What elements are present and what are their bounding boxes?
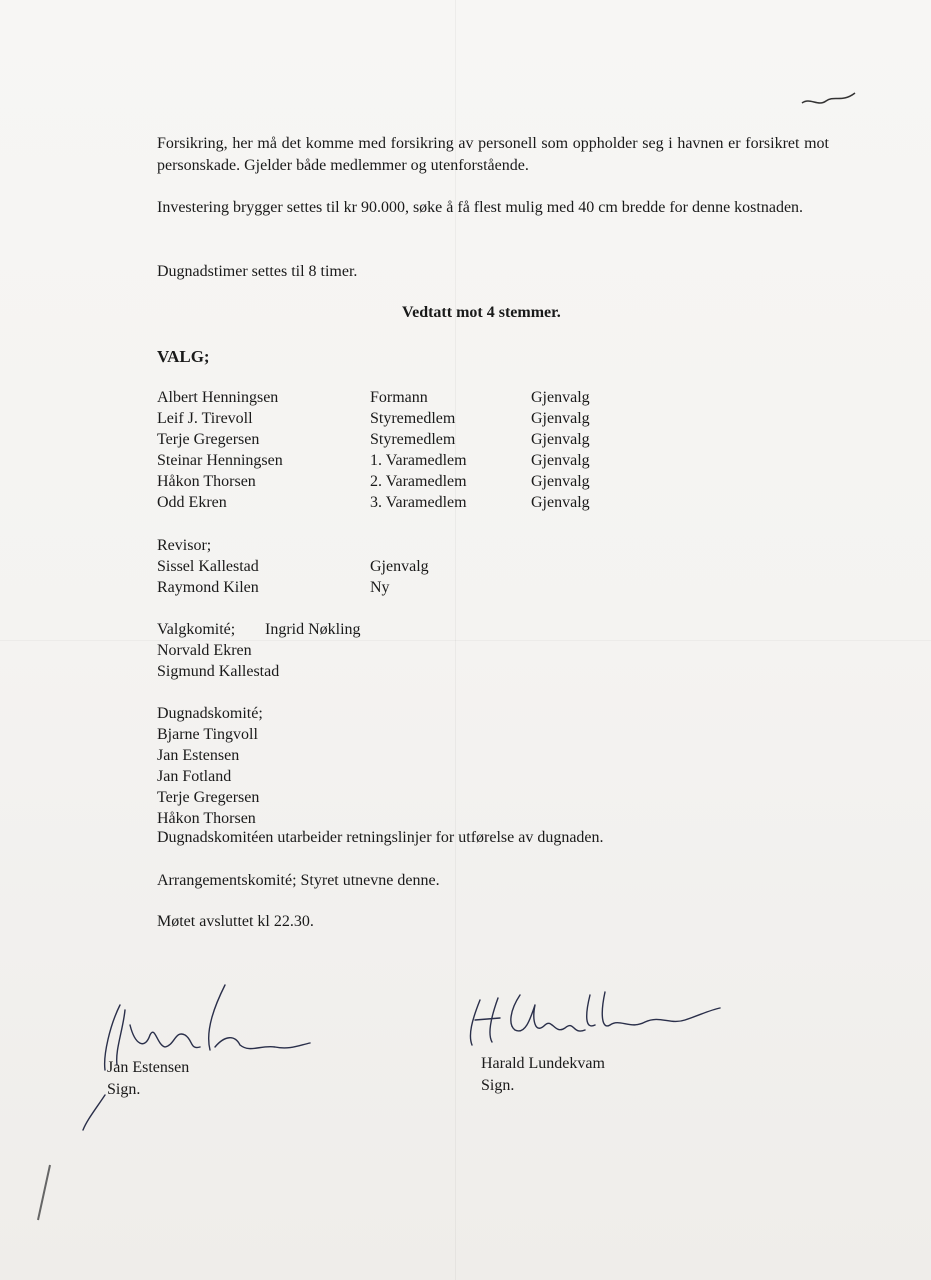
dugnadskomite-member: Terje Gregersen [157,789,260,806]
dugnadskomite-member: Jan Estensen [157,747,240,764]
valg-name: Albert Henningsen [157,389,279,406]
revisor-name: Raymond Kilen [157,579,259,596]
valgkomite-member: Ingrid Nøkling [265,621,361,638]
signature-name: Harald Lundekvam [481,1055,605,1072]
valg-name: Håkon Thorsen [157,473,256,490]
valg-status: Gjenvalg [531,452,590,469]
revisor-name: Sissel Kallestad [157,558,259,575]
fold-line-horizontal [0,640,931,641]
valg-status: Gjenvalg [531,473,590,490]
revisor-status: Ny [370,579,390,596]
valg-status: Gjenvalg [531,494,590,511]
signature-harald-lundekvam [460,980,730,1060]
valg-name: Leif J. Tirevoll [157,410,253,427]
dugnadskomite-member: Bjarne Tingvoll [157,726,258,743]
dugnadskomite-member: Jan Fotland [157,768,232,785]
staple-mark [30,1160,60,1230]
signature-jan-estensen [75,975,315,1135]
dugnadskomite-heading: Dugnadskomité; [157,705,263,722]
valg-heading: VALG; [157,347,210,366]
valg-role: 1. Varamedlem [370,452,467,469]
valg-role: 3. Varamedlem [370,494,467,511]
signature-label: Sign. [481,1077,515,1094]
valg-name: Terje Gregersen [157,431,260,448]
signature-name: Jan Estensen [107,1059,190,1076]
valg-name: Steinar Henningsen [157,452,283,469]
signature-label: Sign. [107,1081,141,1098]
valg-status: Gjenvalg [531,389,590,406]
paragraph-dugnadstimer: Dugnadstimer settes til 8 timer. [157,263,358,280]
valg-status: Gjenvalg [531,431,590,448]
valg-name: Odd Ekren [157,494,227,511]
paragraph-investering: Investering brygger settes til kr 90.000, søke å få flest mulig med 40 cm bredde for denne kostnaden. [157,199,804,216]
revisor-heading: Revisor; [157,537,212,554]
dugnadskomite-note: Dugnadskomitéen utarbeider retningslinjer for utførelse av dugnaden. [157,829,604,846]
paragraph-forsikring: Forsikring, her må det komme med forsikring av personell som oppholder seg i havnen er forsikret mot personskade. Gjelder både medlemmer og utenforstående. [157,135,829,174]
vedtatt-note: Vedtatt mot 4 stemmer. [402,304,561,321]
valgkomite-heading: Valgkomité; [157,621,236,638]
valgkomite-member: Norvald Ekren [157,642,252,659]
arrangement-line: Arrangementskomité; Styret utnevne denne. [157,872,440,889]
valg-role: Formann [370,389,428,406]
valgkomite-member: Sigmund Kallestad [157,663,280,680]
valg-role: Styremedlem [370,431,456,448]
closing-line: Møtet avsluttet kl 22.30. [157,913,314,930]
valg-role: Styremedlem [370,410,456,427]
valg-role: 2. Varamedlem [370,473,467,490]
valg-status: Gjenvalg [531,410,590,427]
revisor-status: Gjenvalg [370,558,429,575]
scan-mark-squiggle [800,85,860,115]
dugnadskomite-member: Håkon Thorsen [157,810,256,827]
